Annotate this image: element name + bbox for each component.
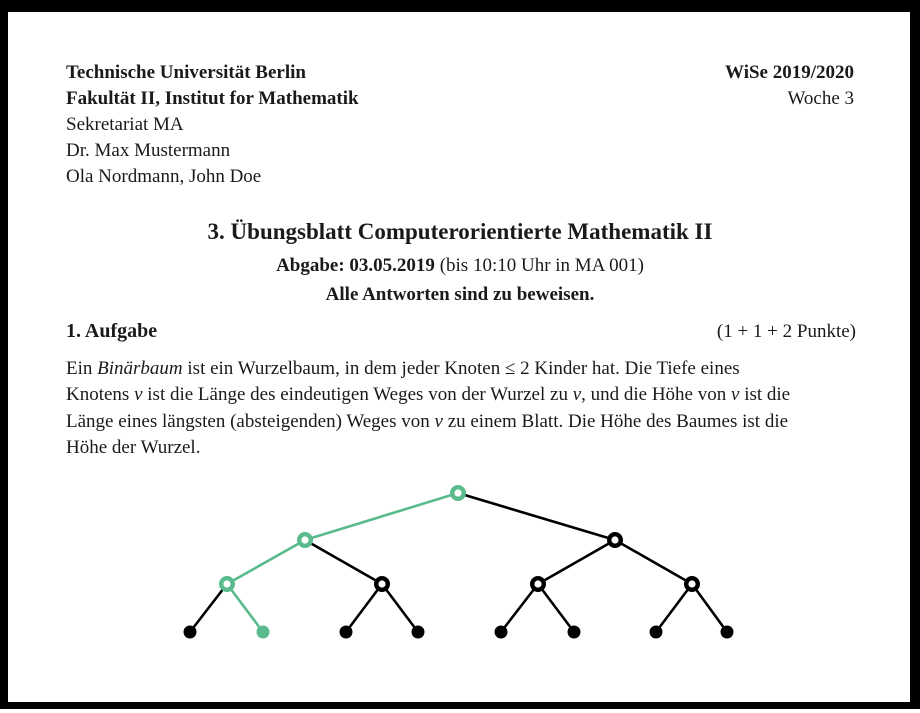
tree-node-internal: [299, 534, 311, 546]
deadline-detail: (bis 10:10 Uhr in MA 001): [434, 255, 644, 276]
tree-node-internal: [221, 578, 233, 590]
tree-edge: [227, 540, 305, 584]
header-week: Woche 3: [787, 88, 854, 109]
paragraph-line: Höhe der Wurzel.: [66, 437, 201, 459]
tree-edge: [538, 540, 615, 584]
tree-node-internal: [376, 578, 388, 590]
header-faculty: Fakultät II, Institut for Mathematik: [66, 88, 359, 109]
tree-node-leaf: [568, 626, 581, 639]
paragraph-line: Knotens v ist die Länge des eindeutigen Weges von der Wurzel zu v, und die Höhe von v ist die: [66, 384, 791, 406]
header-semester: WiSe 2019/2020: [725, 62, 854, 83]
tree-edge: [190, 584, 227, 632]
binary-tree-svg: [0, 470, 920, 665]
binary-tree-figure: [0, 470, 920, 665]
deadline-date: Abgabe: 03.05.2019: [276, 255, 435, 276]
tree-node-leaf: [412, 626, 425, 639]
sheet-title: 3. Übungsblatt Computerorientierte Mathematik II: [207, 219, 713, 244]
tree-edge: [692, 584, 727, 632]
tree-edge: [656, 584, 692, 632]
tree-edge: [501, 584, 538, 632]
tree-node-leaf: [721, 626, 734, 639]
tree-edge: [227, 584, 263, 632]
exercise-points: (1 + 1 + 2 Punkte): [716, 321, 856, 342]
header-assistants: Ola Nordmann, John Doe: [66, 166, 262, 187]
tree-edge: [458, 493, 615, 540]
exercise-heading: 1. Aufgabe: [66, 320, 158, 342]
paragraph-line: Ein Binärbaum ist ein Wurzelbaum, in dem jeder Knoten ≤ 2 Kinder hat. Die Tiefe eines: [66, 358, 740, 379]
tree-edge: [305, 493, 458, 540]
tree-node-internal: [609, 534, 621, 546]
paragraph-line: Länge eines längsten (absteigenden) Weges von v zu einem Blatt. Die Höhe des Baumes ist die: [66, 410, 789, 432]
tree-node-internal: [686, 578, 698, 590]
deadline-line: [0, 255, 920, 277]
tree-node-leaf: [650, 626, 663, 639]
exercise-paragraph: [66, 356, 790, 462]
tree-node-internal: [452, 487, 464, 499]
header-office: Sekretariat MA: [66, 114, 184, 135]
header-lecturer: Dr. Max Mustermann: [66, 140, 231, 161]
tree-node-leaf: [340, 626, 353, 639]
header-left-block: [66, 60, 359, 190]
tree-edge: [346, 584, 382, 632]
instruction-note: Alle Antworten sind zu beweisen.: [325, 284, 595, 305]
tree-edge: [538, 584, 574, 632]
tree-node-leaf: [257, 626, 270, 639]
exercise-heading-row: [66, 320, 856, 343]
tree-edge: [305, 540, 382, 584]
tree-node-leaf: [495, 626, 508, 639]
tree-edge: [615, 540, 692, 584]
tree-node-internal: [532, 578, 544, 590]
header-right-block: [725, 60, 854, 112]
tree-edge: [382, 584, 418, 632]
header-institution: Technische Universität Berlin: [66, 62, 306, 83]
tree-node-leaf: [184, 626, 197, 639]
